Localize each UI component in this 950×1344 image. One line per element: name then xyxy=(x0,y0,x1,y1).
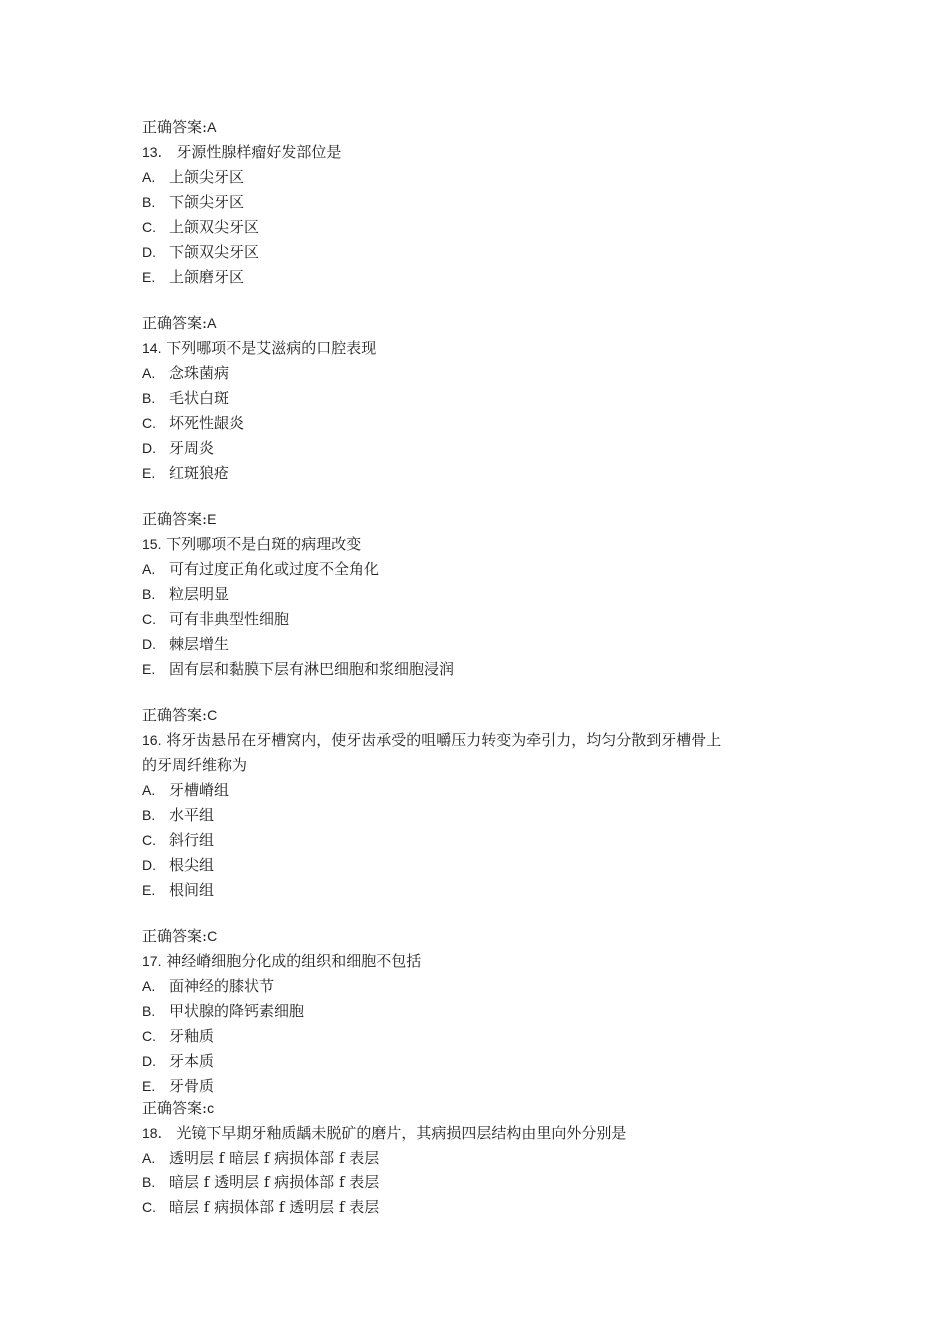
option: D. 下颌双尖牙区 xyxy=(142,243,260,261)
question-stem: 17. 神经嵴细胞分化成的组织和细胞不包括 xyxy=(142,952,422,970)
option: B. 水平组 xyxy=(142,806,215,824)
option: B. 下颌尖牙区 xyxy=(142,193,245,211)
option: B. 毛状白斑 xyxy=(142,389,230,407)
option: C. 牙釉质 xyxy=(142,1027,215,1045)
answer-line: 正确答案:C xyxy=(142,706,218,724)
option: B. 暗层 f 透明层 f 病损体部 f 表层 xyxy=(142,1173,380,1191)
option: E. 上颌磨牙区 xyxy=(142,268,245,286)
option: E. 根间组 xyxy=(142,881,215,899)
option: A. 透明层 f 暗层 f 病损体部 f 表层 xyxy=(142,1149,380,1167)
option: C. 斜行组 xyxy=(142,831,215,849)
option: E. 红斑狼疮 xyxy=(142,464,230,482)
answer-line: 正确答案:A xyxy=(142,314,217,332)
question-stem: 14. 下列哪项不是艾滋病的口腔表现 xyxy=(142,339,377,357)
option: E. 牙骨质 xyxy=(142,1077,215,1095)
option: D. 牙本质 xyxy=(142,1052,215,1070)
option: C. 坏死性龈炎 xyxy=(142,414,245,432)
answer-line: 正确答案:C xyxy=(142,927,218,945)
question-stem-continued: 的牙周纤维称为 xyxy=(142,756,248,774)
option: A. 牙槽嵴组 xyxy=(142,781,230,799)
option: D. 牙周炎 xyxy=(142,439,215,457)
answer-line: 正确答案:c xyxy=(142,1099,215,1117)
option: C. 上颌双尖牙区 xyxy=(142,218,260,236)
option: B. 甲状腺的降钙素细胞 xyxy=(142,1002,305,1020)
option: A. 上颌尖牙区 xyxy=(142,168,245,186)
question-stem: 16. 将牙齿悬吊在牙槽窝内，使牙齿承受的咀嚼压力转变为牵引力，均匀分散到牙槽骨上 xyxy=(142,731,722,749)
answer-line: 正确答案:E xyxy=(142,510,217,528)
option: B. 粒层明显 xyxy=(142,585,230,603)
option: E. 固有层和黏膜下层有淋巴细胞和浆细胞浸润 xyxy=(142,660,455,678)
option: C. 暗层 f 病损体部 f 透明层 f 表层 xyxy=(142,1198,380,1216)
option: C. 可有非典型性细胞 xyxy=(142,610,290,628)
option: A. 面神经的膝状节 xyxy=(142,977,275,995)
option: D. 根尖组 xyxy=(142,856,215,874)
answer-line: 正确答案:A xyxy=(142,118,217,136)
question-stem: 15. 下列哪项不是白斑的病理改变 xyxy=(142,535,362,553)
option: A. 可有过度正角化或过度不全角化 xyxy=(142,560,380,578)
option: D. 棘层增生 xyxy=(142,635,230,653)
question-stem: 18． 光镜下早期牙釉质龋未脱矿的磨片，其病损四层结构由里向外分别是 xyxy=(142,1124,627,1142)
option: A. 念珠菌病 xyxy=(142,364,230,382)
question-stem: 13． 牙源性腺样瘤好发部位是 xyxy=(142,143,342,161)
